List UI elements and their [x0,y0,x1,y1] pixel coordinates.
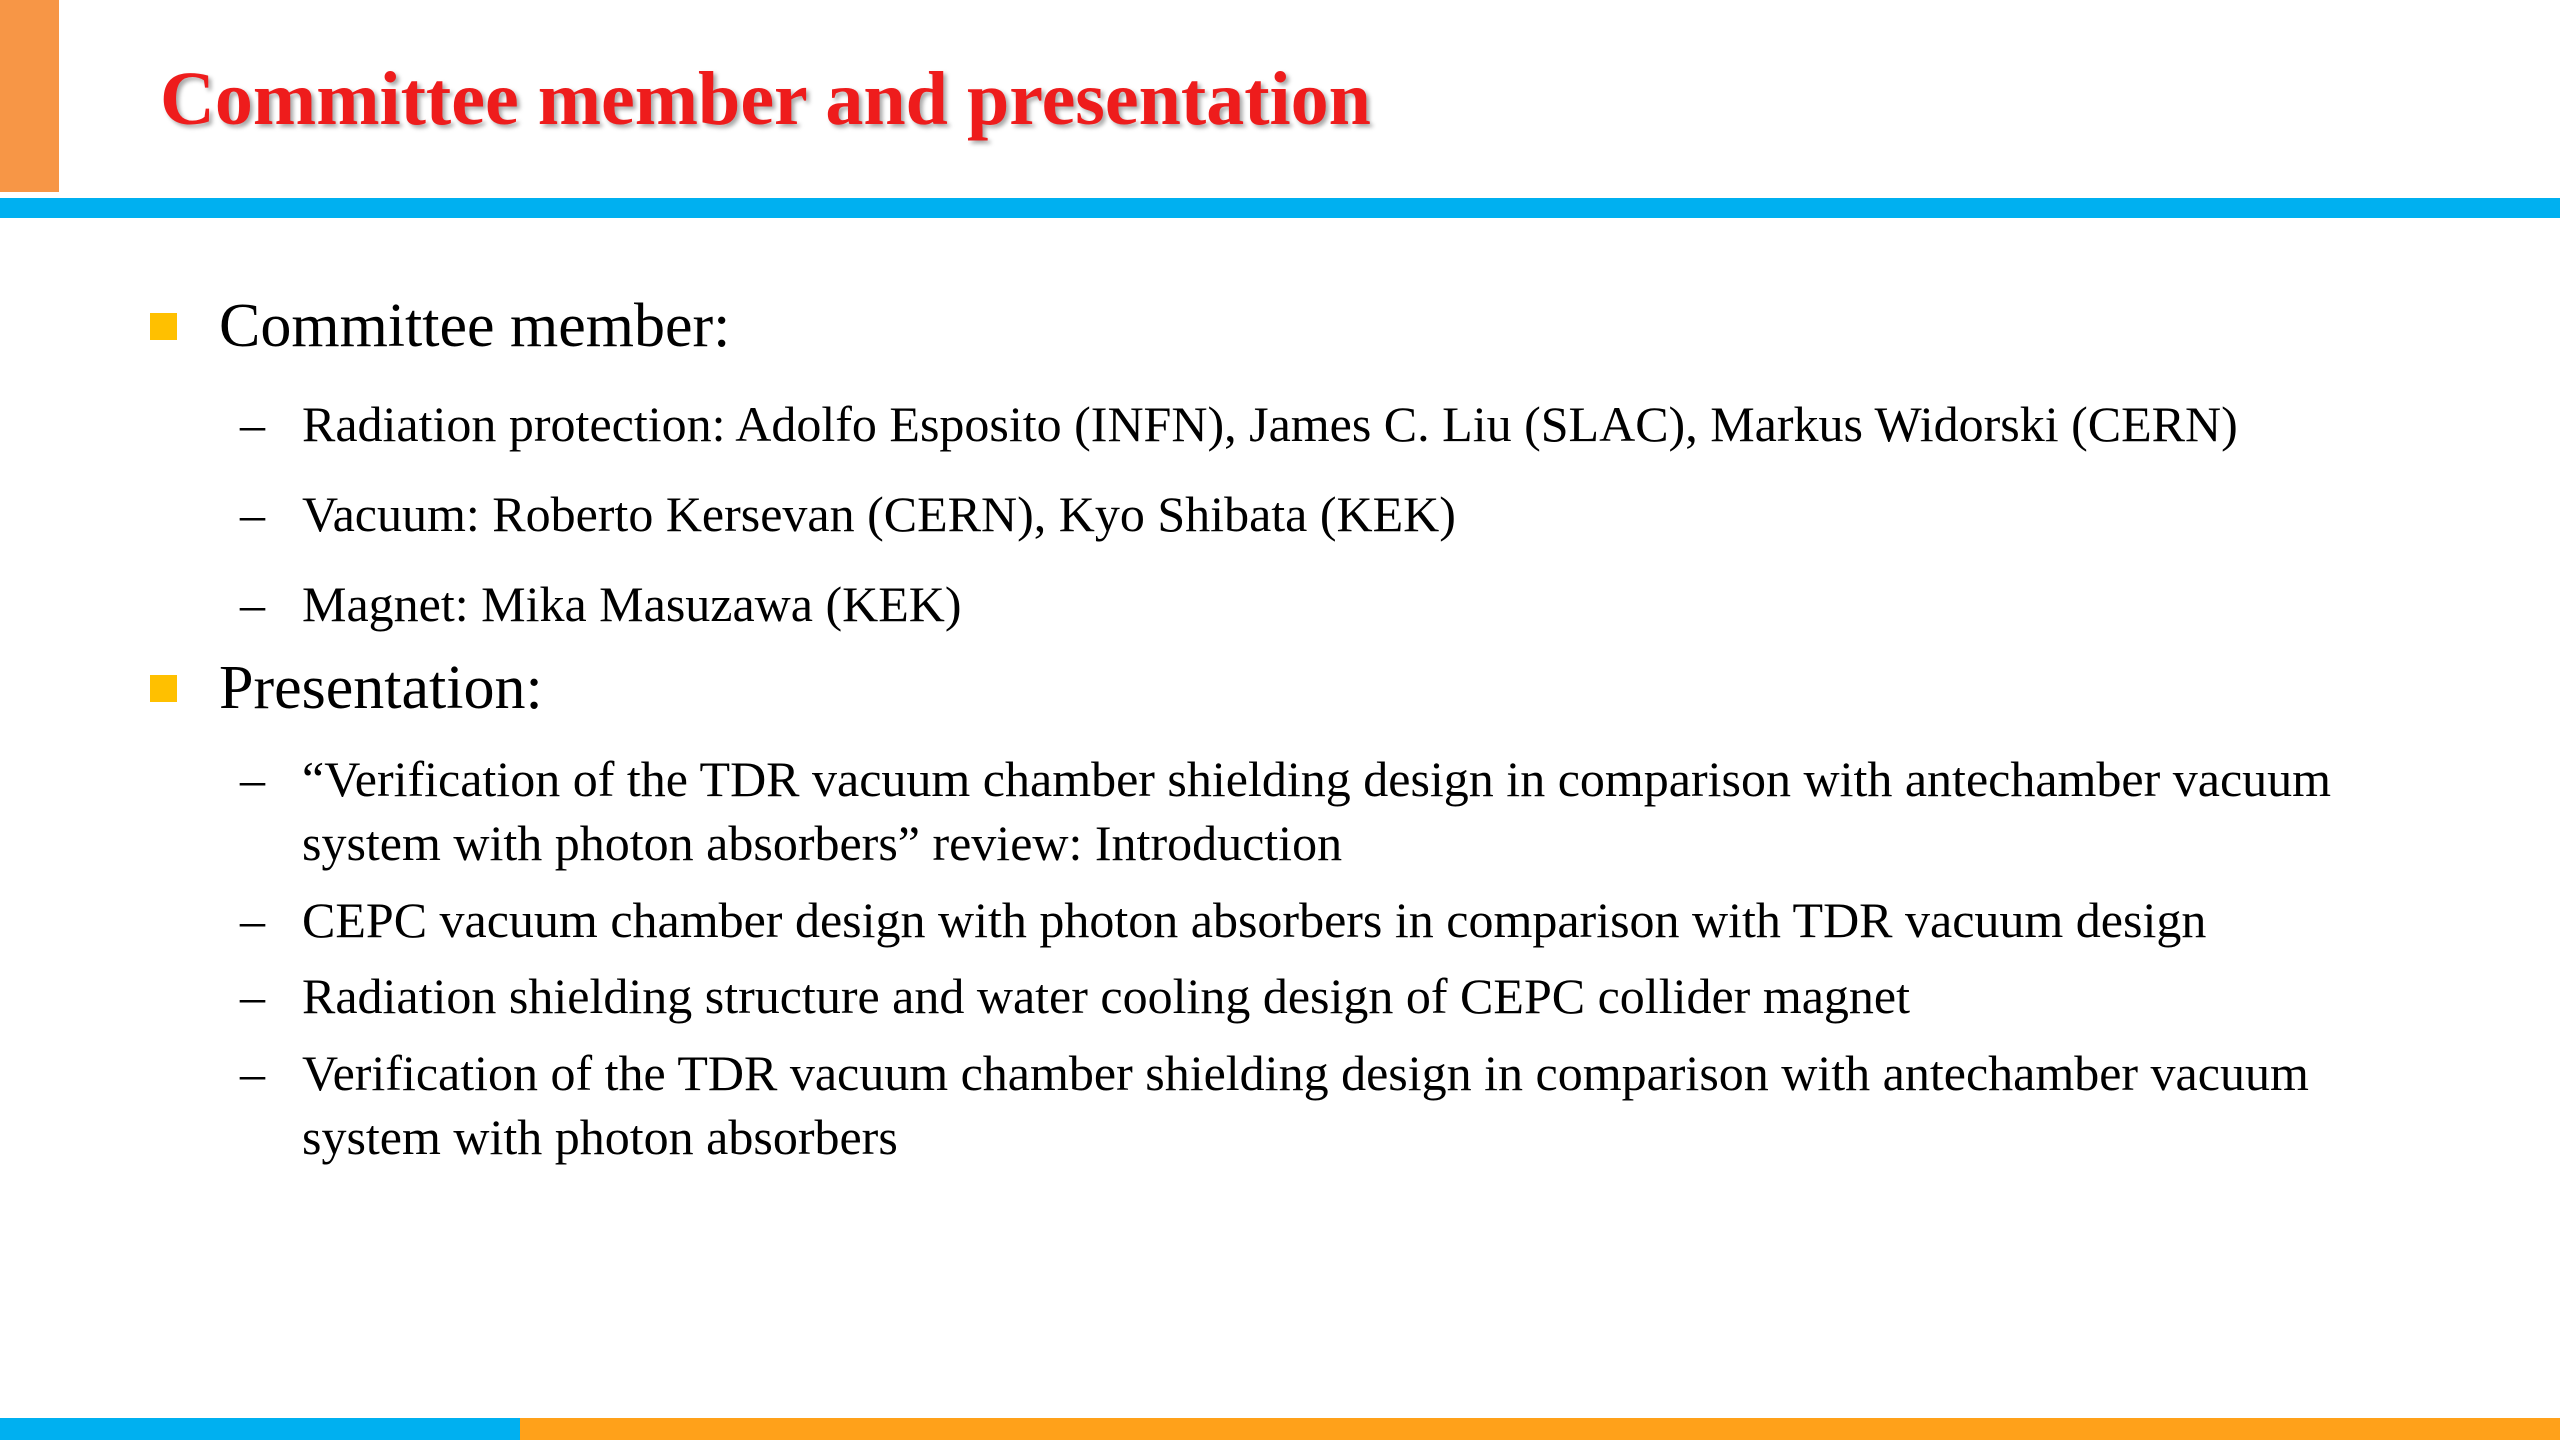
sub-item-text: “Verification of the TDR vacuum chamber shielding design in comparison with antechamber vacuum system with photon absorbers” review: Introduction [302,751,2332,871]
sub-item-text: Radiation shielding structure and water cooling design of CEPC collider magnet [302,968,1910,1024]
dash-bullet-icon: – [240,892,265,948]
sub-item [240,747,2402,875]
sub-item-text: Vacuum: Roberto Kersevan (CERN), Kyo Shibata (KEK) [302,486,1456,542]
sub-item-text: Radiation protection: Adolfo Esposito (INFN), James C. Liu (SLAC), Markus Widorski (CERN) [302,396,2238,452]
dash-bullet-icon: – [240,576,265,632]
dash-bullet-icon: – [240,1045,265,1101]
sub-item [240,572,2402,636]
footer-rule-blue [0,1418,520,1440]
sub-item [240,392,2402,456]
dash-bullet-icon: – [240,486,265,542]
bullet-heading: Committee member: [219,292,731,360]
sub-item [240,482,2402,546]
slide-title: Committee member and presentation [160,57,1371,141]
sub-item-text: Verification of the TDR vacuum chamber shielding design in comparison with antechamber vacuum system with photon absorbers [302,1045,2309,1165]
sub-item-text: Magnet: Mika Masuzawa (KEK) [302,576,962,632]
sub-item-text: CEPC vacuum chamber design with photon absorbers in comparison with TDR vacuum design [302,892,2207,948]
dash-bullet-icon: – [240,968,265,1024]
sub-item [240,964,2402,1028]
sub-item [240,888,2402,952]
bullet-heading: Presentation: [219,654,543,722]
bullet-presentation [150,654,543,722]
square-bullet-icon [150,313,177,340]
sub-item [240,1041,2402,1169]
dash-bullet-icon: – [240,751,265,807]
footer-rule-orange [520,1418,2560,1440]
dash-bullet-icon: – [240,396,265,452]
square-bullet-icon [150,675,177,702]
bullet-committee-member [150,292,730,360]
